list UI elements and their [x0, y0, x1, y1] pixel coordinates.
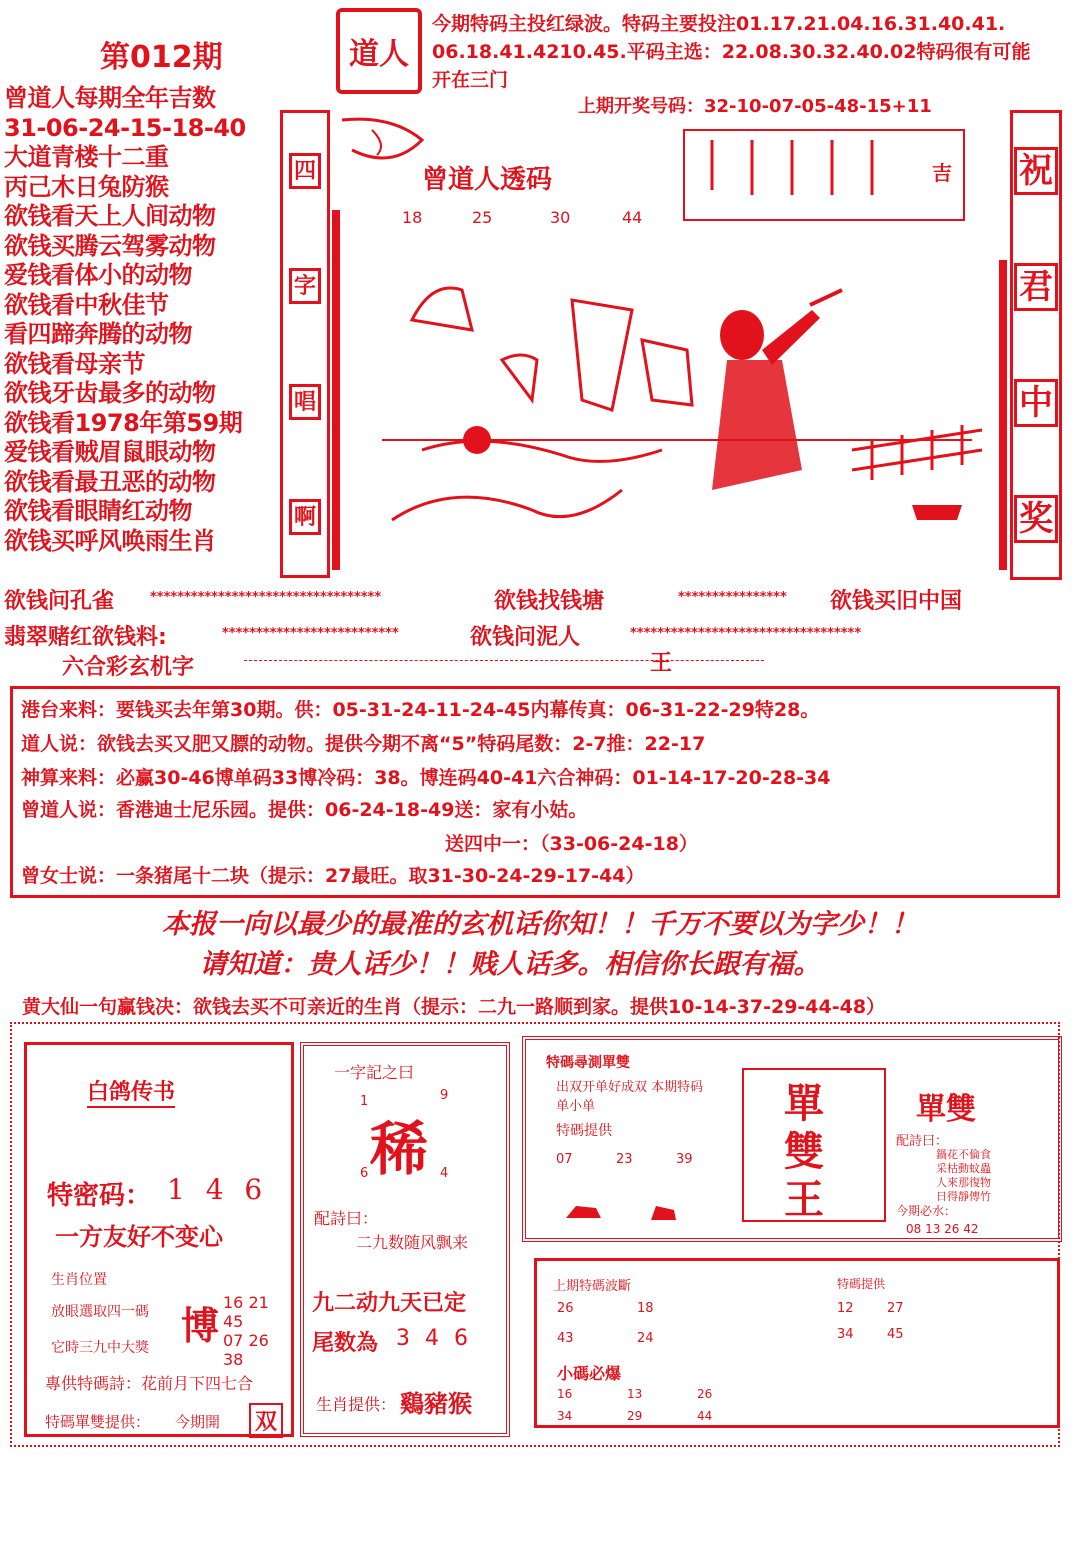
panel-char: 中 — [1014, 379, 1058, 427]
tema-tigong-right: 特碼提供 — [837, 1277, 886, 1291]
riddle-line: 欲钱看母亲节 — [4, 349, 145, 378]
riddle-line: 曾道人每期全年吉数 — [4, 84, 216, 112]
last-num: 43 — [557, 1331, 574, 1346]
illustration-number: 18 — [402, 208, 423, 227]
bottom-mid-panel — [300, 1042, 510, 1437]
corner-num: 6 — [360, 1166, 369, 1181]
row3-a: 六合彩玄机字 — [62, 655, 195, 680]
illustration-number: 30 — [550, 208, 571, 227]
row2-a: 翡翠赌红欲钱料: — [4, 625, 167, 650]
illustration-signature: 吉 — [932, 161, 952, 185]
big-char: 稀 — [370, 1115, 429, 1183]
last-num: 26 — [557, 1301, 574, 1316]
right-poem-label: 配詩曰： — [896, 1134, 949, 1149]
illustration-number: 44 — [622, 208, 643, 227]
bottom-section — [10, 1022, 1070, 1452]
riddle-line: 31-06-24-15-18-40 — [4, 113, 246, 142]
slogan-line: 本报一向以最少的最准的玄机话你知！！千万不要以为字少！！ — [162, 909, 918, 940]
right-subtitle1: 出双开单好成双 本期特码单小单 — [556, 1080, 704, 1114]
riddle-line: 欲钱看中秋佳节 — [4, 290, 169, 319]
mid-poem-label: 配詩曰： — [314, 1209, 379, 1228]
dansh-label: 特碼單雙提供： — [45, 1413, 151, 1431]
panel-char: 奖 — [1014, 495, 1058, 543]
bo-char: 博 — [181, 1303, 220, 1348]
shengxiao-line: 放眼選取四一碼 — [51, 1304, 149, 1320]
panel-char: 字 — [289, 268, 321, 304]
box-line: 神算来料：必赢30-46博单码33博冷码：38。博连码40-41六合神码：01-14-17-20-28-34 — [21, 767, 831, 789]
shengxiao-line: 它時三九中大獎 — [51, 1340, 149, 1356]
box-line: 曾道人说：香港迪士尼乐园。提供：06-24-18-49送：家有小姑。 — [21, 799, 588, 821]
panel-char: 啊 — [289, 499, 321, 535]
row2-stars-b: ********************************** — [630, 626, 862, 641]
riddle-line: 欲钱牙齿最多的动物 — [4, 379, 216, 407]
mid-poem: 二九数随风飘来 — [356, 1233, 469, 1252]
riddle-line: 看四蹄奔腾的动物 — [4, 320, 192, 348]
top-notice-line: 今期特码主投红绿波。特码主要投注01.17.21.04.16.31.40.41. — [432, 13, 1006, 35]
tema-right-num: 12 — [837, 1301, 854, 1316]
row1-c: 欲钱买旧中国 — [830, 589, 963, 614]
riddle-line: 欲钱买腾云驾雾动物 — [4, 231, 216, 260]
animal-label: 生肖提供： — [316, 1395, 397, 1414]
top-notice — [432, 10, 1072, 94]
tema-tigong-label: 特碼提供 — [556, 1123, 612, 1139]
tail-label: 尾数為 — [312, 1330, 379, 1356]
illustration-number: 25 — [472, 208, 493, 227]
panel-char: 四 — [289, 153, 321, 189]
big-title-box — [742, 1068, 886, 1222]
seal-logo — [336, 8, 422, 94]
riddle-line: 大道青楼十二重 — [4, 143, 169, 171]
left-riddle-list — [4, 84, 279, 556]
poem-line: 專供特碼詩：花前月下四七合 — [45, 1374, 254, 1393]
tema-value: 1 4 6 — [167, 1173, 269, 1206]
panel-char: 君 — [1014, 263, 1058, 311]
last-num: 18 — [637, 1301, 654, 1316]
right-poem-line: 日得靜傳竹 — [936, 1190, 991, 1203]
xiaoma-num: 13 — [627, 1387, 643, 1401]
riddle-line: 欲钱看眼睛红动物 — [4, 497, 192, 525]
tail-value: 3 4 6 — [396, 1326, 472, 1351]
bo-nums: 16 21 45 — [223, 1293, 269, 1331]
animal-icons — [556, 1200, 696, 1224]
row2-b: 欲钱问泥人 — [470, 625, 581, 650]
big-title-char: 單 — [784, 1080, 824, 1127]
last-num: 24 — [637, 1331, 654, 1346]
riddle-line: 欲钱看天上人间动物 — [4, 202, 216, 230]
riddle-line: 欲钱看1978年第59期 — [4, 408, 243, 437]
tema-label: 特密码： — [47, 1181, 152, 1211]
right-poem-line: 人來那復物 — [936, 1176, 991, 1189]
right-title1: 特碼尋測單雙 — [546, 1055, 630, 1071]
tema-phrase: 一方友好不变心 — [55, 1222, 223, 1251]
left-vertical-panel — [280, 110, 330, 578]
row1-stars-b: **************** — [678, 590, 787, 605]
xiaoma-num: 34 — [557, 1409, 573, 1423]
box-line: 曾女士说：一条猪尾十二块（提示：27最旺。取31-30-24-29-17-44） — [21, 865, 645, 887]
tema-num: 39 — [676, 1152, 693, 1167]
top-notice-line: 开在三门 — [432, 69, 509, 91]
xiaoma-label: 小碼必爆 — [557, 1364, 622, 1383]
tema-num: 07 — [556, 1152, 573, 1167]
animals: 鷄豬猴 — [400, 1389, 472, 1418]
panel-char: 祝 — [1014, 147, 1058, 195]
mid-phrase: 九二动九天已定 — [312, 1291, 467, 1316]
xiaoma-num: 44 — [697, 1409, 713, 1423]
illustration-drawing — [332, 110, 1007, 576]
riddle-line: 爱钱看体小的动物 — [4, 261, 192, 289]
tema-num: 23 — [616, 1152, 633, 1167]
right-title: 單雙 — [916, 1092, 976, 1127]
heart-label: 今期必水： — [896, 1204, 957, 1218]
xiaoma-num: 29 — [627, 1409, 643, 1423]
box-line: 港台来料：要钱买去年第30期。供：05-31-24-11-24-45内幕传真：06-31-22-29特28。 — [21, 699, 820, 721]
issue-number: 第012期 — [100, 40, 223, 75]
riddle-line: 爱钱看贼眉鼠眼动物 — [4, 438, 216, 466]
dansh-value: 双 — [249, 1403, 283, 1438]
row1-stars-a: ********************************** — [150, 590, 382, 605]
message-box — [10, 686, 1060, 898]
riddle-line: 欲钱看最丑恶的动物 — [4, 467, 216, 496]
last-tema-label: 上期特碼波斷 — [553, 1279, 632, 1294]
seal-text: 道人 — [349, 37, 409, 72]
row1-a: 欲钱问孔雀 — [4, 589, 115, 614]
right-poem-line: 采枯動蚊蟲 — [936, 1162, 991, 1175]
tema-right-num: 45 — [887, 1327, 904, 1342]
xiaoma-num: 16 — [557, 1387, 573, 1401]
big-title-char: 王 — [784, 1176, 824, 1223]
tema-right-num: 34 — [837, 1327, 854, 1342]
heart-nums: 08 13 26 42 — [906, 1222, 979, 1236]
dashed-divider — [244, 660, 764, 661]
right-vertical-panel — [1010, 110, 1062, 580]
bottom-left-panel — [24, 1042, 294, 1437]
tema-right-num: 27 — [887, 1301, 904, 1316]
bo-nums: 07 26 38 — [223, 1331, 269, 1369]
last-draw-result: 上期开奖号码：32-10-07-05-48-15+11 — [578, 96, 932, 117]
corner-num: 4 — [440, 1166, 449, 1181]
row2-stars-a: ************************** — [222, 626, 399, 641]
panel-title: 白鸽传书 — [87, 1075, 175, 1108]
bottom-right-bottom-panel — [534, 1258, 1060, 1428]
riddle-line: 丙己木日兔防猴 — [4, 172, 169, 201]
corner-num: 1 — [360, 1094, 369, 1109]
big-title-char: 雙 — [784, 1128, 824, 1175]
mid-title: 一字記之曰 — [334, 1063, 415, 1082]
illustration-title: 曾道人透码 — [422, 165, 553, 195]
right-poem-line: 鍋花不倫食 — [936, 1148, 991, 1161]
xiaoma-num: 26 — [697, 1387, 713, 1401]
row3-b: 王 — [650, 651, 673, 676]
shengxiao-label: 生肖位置 — [51, 1272, 107, 1288]
slogan-line: 请知道：贵人话少！！贱人话多。相信你长跟有福。 — [199, 949, 821, 980]
dansh-period: 今期開 — [175, 1413, 221, 1431]
box-line: 道人说：欲钱去买又肥又膘的动物。提供今期不离“5”特码尾数：2-7推：22-17 — [21, 733, 706, 755]
top-notice-line: 06.18.41.4210.45.平码主选：22.08.30.32.40.02特码很有可能 — [432, 41, 1031, 63]
bottom-right-top-panel — [522, 1036, 1062, 1242]
huang-daxian-line: 黄大仙一句赢钱决：欲钱去买不可亲近的生肖（提示：二九一路顺到家。提供10-14-37-29-44-48） — [22, 996, 886, 1018]
riddle-line: 欲钱买呼风唤雨生肖 — [4, 526, 216, 555]
illustration — [332, 110, 1007, 576]
box-line: 送四中一：（33-06-24-18） — [445, 833, 698, 855]
panel-char: 唱 — [289, 384, 321, 420]
corner-num: 9 — [440, 1088, 449, 1103]
row1-b: 欲钱找钱塘 — [494, 589, 605, 614]
